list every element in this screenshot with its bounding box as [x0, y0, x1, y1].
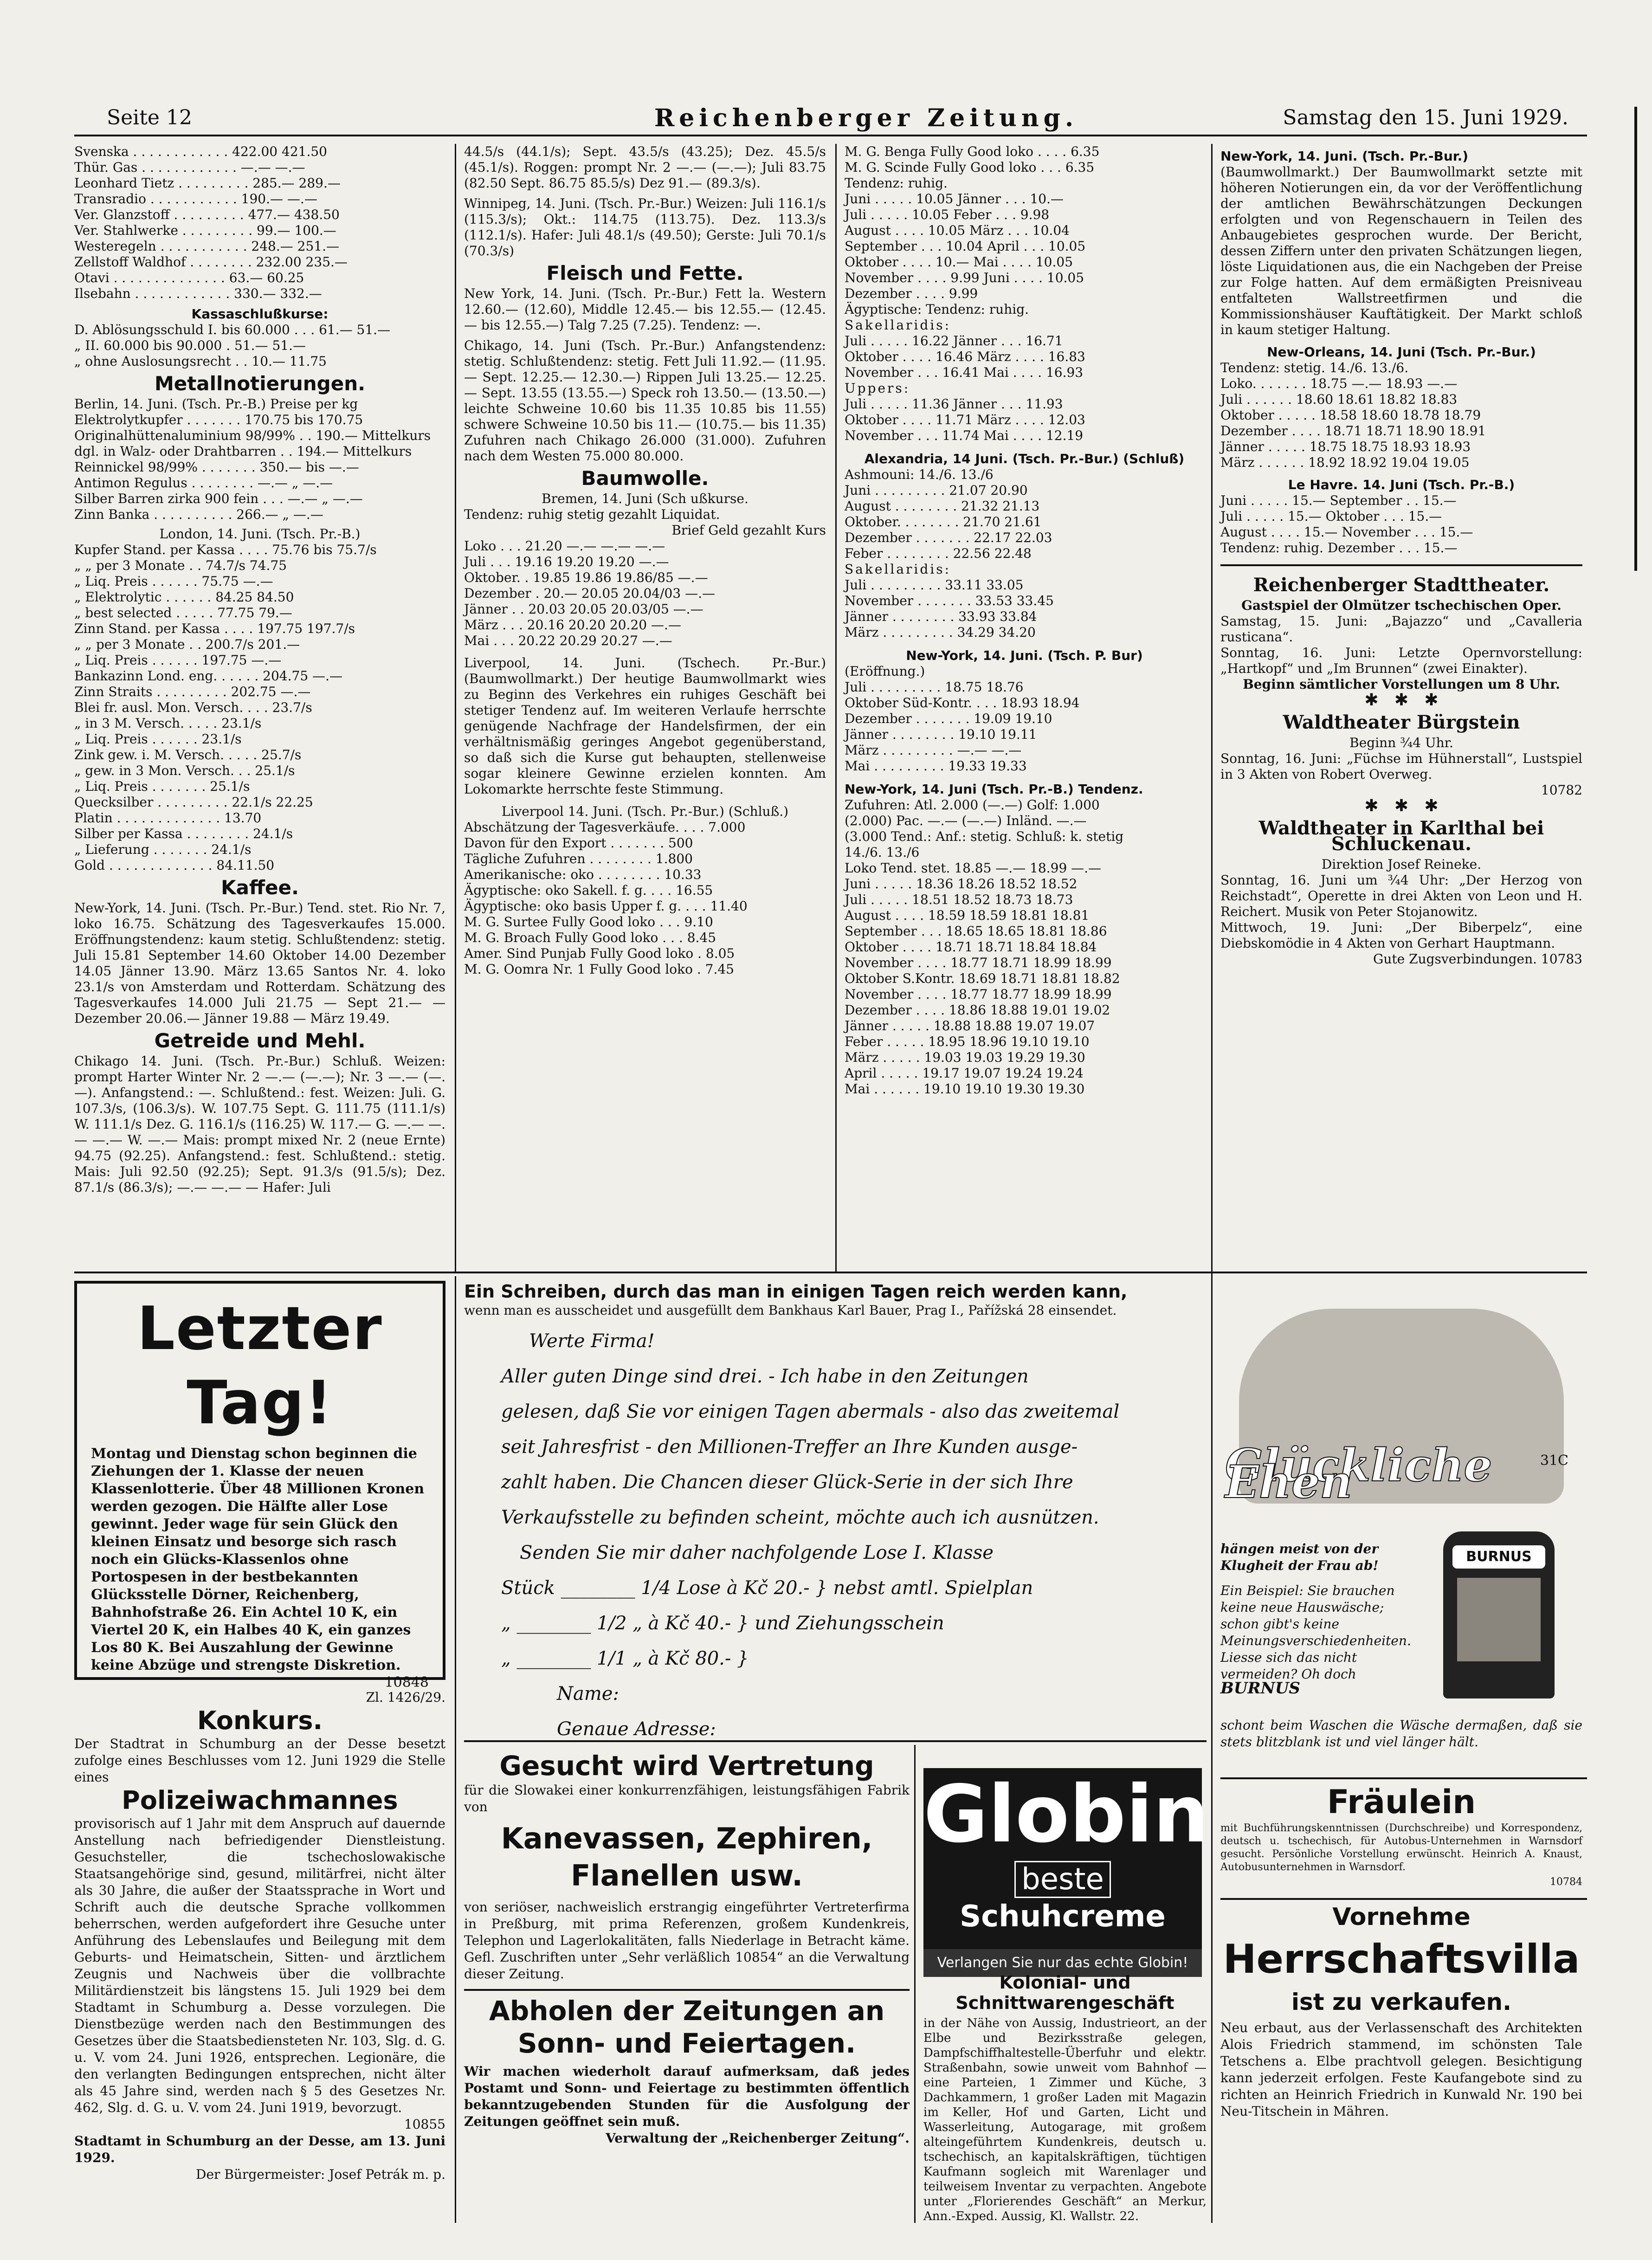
- newyork-close-row: Dezember . . . . 18.86 18.88 19.01 19.02: [845, 1002, 1110, 1018]
- letter-order-line: „ ________ 1/1 „ à Kč 80.- }: [501, 1648, 749, 1669]
- bremen-subheading: Tendenz: ruhig stetig gezahlt Liquidat.: [464, 507, 720, 522]
- new-orleans-subheading: Tendenz: stetig. 14./6. 13./6.: [1220, 360, 1409, 375]
- newyork-close-row: August . . . . 18.59 18.59 18.81 18.81: [845, 908, 1090, 923]
- lottery-title: Letzter Tag!: [137, 1294, 383, 1438]
- vertretung-ad: [464, 1750, 910, 2223]
- london-row: „ Liq. Preis . . . . . . . 25.1/s: [74, 779, 250, 794]
- hafer-roggen-report: 44.5/s (44.1/s); Sept. 43.5/s (43.25); Dez. 45.5/s (45.1/s). Roggen: prompt Nr. 2 —.— (—.—); Juli 83.75 (82.50 Sept. 86.75 85.5/s) Dez 91.— (89.3/s).: [464, 144, 826, 191]
- upper-heading: Uppers:: [845, 381, 910, 396]
- issue-date: Samstag den 15. Juni 1929.: [1283, 106, 1568, 129]
- london-row: Zink gew. i. M. Versch. . . . . 25.7/s: [74, 747, 302, 762]
- letter-order-line: Stück ________ 1/4 Lose à Kč 20.- } nebst amtl. Spielplan: [501, 1577, 1033, 1599]
- winnipeg-report: Winnipeg, 14. Juni. (Tsch. Pr.-Bur.) Weizen: Juli 116.1/s (115.3/s); Okt.: 114.75 (113.75). Dez. 113.3/s (112.1/s). Hafer: Juli 48.1/s (49.50); Gerste: Juli 70.1/s (70.3/s): [464, 196, 826, 258]
- liverpool-row: M. G. Broach Fully Good loko . . . 8.45: [464, 930, 716, 945]
- newyork-close-row: Jänner . . . . . 18.88 18.88 19.07 19.07: [845, 1018, 1095, 1033]
- section-divider: [1220, 1898, 1587, 1900]
- cotton-row: September . . . 10.04 April . . . 10.05: [845, 239, 1086, 254]
- theater-subtitle: Gastspiel der Olmützer tschechischen Oper.: [1241, 598, 1562, 613]
- new-orleans-row: Loko. . . . . . . 18.75 —.— 18.93 —.—: [1220, 376, 1458, 391]
- newspaper-title: Reichenberger Zeitung.: [654, 104, 1078, 132]
- villa-ad: [1220, 1903, 1582, 2228]
- burnus-text: schont beim Waschen die Wäsche dermaßen, daß sie stets blitzblank ist und viel länger hält.: [1220, 1718, 1582, 1750]
- waldtheater-line: Mittwoch, 19. Juni: „Der Biberpelz“, eine Diebskomödie in 4 Akten von Gerhart Hauptmann.: [1220, 920, 1582, 951]
- bremen-column-heads: Brief Geld gezahlt Kurs: [671, 523, 826, 538]
- london-row: „ „ per 3 Monate . . 74.7/s 74.75: [74, 558, 287, 573]
- letter-ad-title: Ein Schreiben, durch das man in einigen Tagen reich werden kann,: [464, 1281, 1128, 1302]
- london-row: Blei fr. ausl. Mon. Versch. . . . 23.7/s: [74, 700, 312, 715]
- letter-line: zahlt haben. Die Chancen dieser Glück-Serie in der sich Ihre: [501, 1472, 1073, 1493]
- ornament: ✱ ✱ ✱: [1364, 796, 1439, 815]
- newyork-close-row: Juli . . . . . 18.51 18.52 18.73 18.73: [845, 892, 1073, 907]
- waldtheater-line: Direktion Josef Reineke.: [1321, 857, 1482, 872]
- newyork-row: Oktober Süd-Kontr. . . . 18.93 18.94: [845, 695, 1080, 710]
- theater-ad: [1220, 564, 1582, 692]
- letter-name-field: Name:: [557, 1683, 619, 1705]
- column-4: [1220, 144, 1582, 1267]
- london-row: Zinn Straits . . . . . . . . . 202.75 —.—: [74, 684, 311, 699]
- column-2: [464, 144, 826, 1267]
- waldtheater-buergstein-ad: [1220, 711, 1582, 798]
- konkurs-notice: [74, 1689, 445, 2223]
- ny-cotton-report: (Baumwollmarkt.) Der Baumwollmarkt setzte mit höheren Notierungen ein, da vor der Veröffentlichung der amtlichen Bewährschätzungen Deckungen erfolgten und von Regenschauern in Teilen des Anbaugebietes gesprochen wurde. Der Bericht, dessen Ziffern unter den privaten Schätzungen liegen, löste Liquidationen aus, die ein Nachgeben der Preise zur Folge hatten. Auf dem ermäßigten Preisniveau entfalteten Wallstreetfirmen und die Kommissionshäuser Kauftätigkeit. Der Markt schloß in kaum stetiger Haltung.: [1220, 164, 1582, 337]
- handwritten-letter: [464, 1324, 1204, 1747]
- waldtheater-line: Sonntag, 16. Juni um ¾4 Uhr: „Der Herzog von Reichstadt“, Operette in drei Akten von Leon und H. Reichert. Musik von Peter Stojanowitz.: [1220, 872, 1582, 919]
- newyork-close-row: Oktober S.Kontr. 18.69 18.71 18.81 18.82: [845, 971, 1120, 986]
- ornament: ✱ ✱ ✱: [1364, 691, 1439, 710]
- section-divider: [464, 1740, 1207, 1742]
- ad-code: 10782: [1541, 782, 1582, 798]
- waldtheater-title: Waldtheater Bürgstein: [1283, 711, 1520, 733]
- london-row: Kupfer Stand. per Kassa . . . . 75.76 bis 75.7/s: [74, 542, 377, 557]
- letter-line: Verkaufsstelle zu befinden scheint, möchte auch ich ausnützen.: [501, 1507, 1099, 1528]
- abholen-signature: Verwaltung der „Reichenberger Zeitung“.: [606, 2131, 910, 2146]
- alexandria-row: Juni . . . . . . . . . 21.07 20.90: [845, 483, 1028, 498]
- london-metal-list: [74, 526, 445, 873]
- new-orleans-row: Oktober . . . . . 18.58 18.60 18.78 18.79: [1220, 407, 1481, 423]
- london-row: „ Liq. Preis . . . . . . 23.1/s: [74, 731, 242, 747]
- newyork-row: Dezember . . . . . . . 19.09 19.10: [845, 711, 1052, 726]
- fraulein-ad: [1220, 1782, 1582, 1898]
- column-divider: [455, 144, 456, 1272]
- fleisch-newyork-report: New York, 14. Juni. (Tsch. Pr.-Bur.) Fett la. Western 12.60.— (12.60), Middle 12.45.— bis 12.55.— (12.45.— bis 12.55.—) Talg 7.25 (7.25). Tendenz: —.: [464, 286, 826, 333]
- kolonial-ad: [923, 1972, 1207, 2223]
- theater-title: Reichenberger Stadttheater.: [1253, 574, 1550, 596]
- new-orleans-row: Jänner . . . . . 18.75 18.75 18.93 18.93: [1220, 439, 1471, 454]
- alexandria-subheading: Ashmouni: 14./6. 13./6: [845, 467, 994, 482]
- fleisch-chikago-report: Chikago, 14. Juni (Tsch. Pr.-Bur.) Anfangstendenz: stetig. Schlußtendenz: stetig. Fett Juli 11.92.— (11.95.— Sept. 12.25.— 12.30.—) Rippen Juli 13.25.— 12.25.— Sept. 13.55 (13.55.—) Speck roh 13.50.— (13.50.—) leichte Schweine 10.60 bis 11.35 10.85 bis 11.55) schwere Schweine 10.50 bis 11.— (10.75.— bis 11.35) Zufuhren nach Chikago 26.000 (31.000). Zufuhren nach dem Westen 75.000 80.000.: [464, 338, 826, 464]
- london-row: „ „ per 3 Monate . . 200.7/s 201.—: [74, 637, 300, 652]
- alexandria-row: November . . . . . . . 33.53 33.45: [845, 593, 1054, 608]
- cotton-row: November . . . . 9.99 Juni . . . . 10.05: [845, 270, 1084, 285]
- cotton-row: M. G. Benga Fully Good loko . . . . 6.35: [845, 144, 1100, 159]
- sakel-heading: Sakellaridis:: [845, 317, 951, 333]
- alexandria-row: August . . . . . . . . 21.32 21.13: [845, 498, 1040, 514]
- alexandria-row: Juli . . . . . . . . . 33.11 33.05: [845, 577, 1024, 593]
- section-heading-getreide: Getreide und Mehl.: [154, 1029, 366, 1052]
- kaffee-report: New-York, 14. Juni. (Tsch. Pr.-Bur.) Tend. stet. Rio Nr. 7, loko 16.75. Schätzung des Tagesverkaufes 15.000. Eröffnungstendenz: kaum stetig. Schlußtendenz: stetig. Juli 15.81 September 14.60 Oktober 14.00 Dezember 14.05 Jänner 13.90. März 13.65 Santos Nr. 4. loko 23.1/s von Amsterdam und Rotterdam. Schätzung des Tagesverkaufes 14.000 Juli 21.75 — Sept 21.— — Dezember 20.06.— Jänner 19.88 — März 19.49.: [74, 900, 445, 1026]
- newyork-row: Jänner . . . . . . . . 19.10 19.11: [845, 727, 1037, 742]
- ad-code: 10855: [404, 2117, 445, 2132]
- theater-line: Beginn sämtlicher Vorstellungen um 8 Uhr.: [1243, 677, 1560, 692]
- column-3: [845, 144, 1204, 1267]
- stock-row: Transradio . . . . . . . . . . . 190.— —.—: [74, 191, 317, 207]
- burnus-brand: BURNUS: [1220, 1679, 1300, 1698]
- theater-line: Samstag, 15. Juni: „Bajazzo“ und „Cavalleria rusticana“.: [1220, 613, 1582, 645]
- letter-line: Werte Firma!: [529, 1330, 655, 1352]
- bremen-heading: Bremen, 14. Juni (Sch ußkurse.: [542, 491, 749, 506]
- alexandria-row: Dezember . . . . . . . 22.17 22.03: [845, 530, 1052, 545]
- notice-place: Stadtamt in Schumburg an der Desse, am 13. Juni 1929.: [74, 2133, 445, 2165]
- havre-row: Tendenz: ruhig. Dezember . . . 15.—: [1220, 540, 1458, 555]
- cotton-row: Oktober . . . . 16.46 März . . . . 16.83: [845, 349, 1085, 364]
- liverpool-report: Liverpool, 14. Juni. (Tschech. Pr.-Bur.) (Baumwollmarkt.) Der heutige Baumwollmarkt wies zu Beginn des Verkehres ein ruhiges Geschäft bei stetiger Tendenz auf. Im weiteren Verlaufe herrschte genügende Nachfrage der Handelsfirmen, der ein verhältnismäßig geringes Angebot gegenüberstand, so daß sich die Kurse gut behaupten, stellenweise sogar kleinere Gewinne erzielen konnten. Am Lokomarkte herrschte feste Stimmung.: [464, 655, 826, 797]
- newyork-info: (2.000) Pac. —.— (—.—) Inländ. —.—: [845, 813, 1087, 828]
- newyork-row: Juli . . . . . . . . . 18.75 18.76: [845, 679, 1024, 695]
- fraulein-text: mit Buchführungskenntnissen (Durchschreibe) und Korrespondenz, deutsch u. tschechisch, für Autobus-Unternehmen in Warnsdorf gesucht. Persönliche Vorstellung erwünscht. Heinrich A. Knaust, Autobusunternehmen in Warnsdorf.: [1220, 1822, 1582, 1873]
- letter-order-line: „ ________ 1/2 „ à Kč 40.- } und Ziehungsschein: [501, 1613, 944, 1634]
- newyork-close-row: Oktober . . . . 18.71 18.71 18.84 18.84: [845, 939, 1097, 955]
- globin-tagline-best: beste: [1014, 1861, 1111, 1898]
- newyork-close-heading: New-York, 14. Juni (Tsch. Pr.-B.) Tendenz.: [845, 781, 1143, 797]
- metal-row: Antimon Regulus . . . . . . . . —.— „ —.—: [74, 475, 333, 491]
- metal-row: Berlin, 14. Juni. (Tsch. Pr.-B.) Preise per kg: [74, 396, 358, 412]
- page-number: Seite 12: [107, 106, 192, 129]
- cotton-row: Juli . . . . . 11.36 Jänner . . . 11.93: [845, 396, 1063, 412]
- section-divider: [74, 1272, 1587, 1273]
- page-edge-strip: [1634, 107, 1652, 571]
- abholen-text: Wir machen wiederholt darauf aufmerksam, daß jedes Postamt und Sonn- und Feiertage zu bestimmten öffentlich bekanntzugebenden Stunden für die Ausfolgung der Zeitungen geöffnet sein muß.: [464, 2064, 910, 2129]
- burnus-text: hängen meist von der Klugheit der Frau ab!: [1220, 1541, 1379, 1573]
- cotton-row: Oktober . . . . 11.71 März . . . . 12.03: [845, 412, 1085, 427]
- stock-row: Thür. Gas . . . . . . . . . . . . —.— —.—: [74, 160, 305, 175]
- liverpool-row: Ägyptische: oko Sakell. f. g. . . . 16.55: [464, 883, 713, 898]
- vertretung-products: Kanevassen, Zephiren, Flanellen usw.: [501, 1821, 873, 1892]
- section-heading-metal: Metallnotierungen.: [154, 372, 366, 395]
- letter-address-field: Genaue Adresse:: [557, 1718, 716, 1740]
- stock-list: [74, 144, 445, 302]
- newyork-close-row: Mai . . . . . . 19.10 19.10 19.30 19.30: [845, 1081, 1085, 1097]
- newyork-close-row: November . . . . 18.77 18.77 18.99 18.99: [845, 987, 1112, 1002]
- column-1: [74, 144, 445, 1267]
- newyork-close-row: Juni . . . . . 18.36 18.26 18.52 18.52: [845, 876, 1078, 891]
- cotton-row: Dezember . . . . 9.99: [845, 286, 978, 301]
- getreide-report: Chikago 14. Juni. (Tsch. Pr.-Bur.) Schluß. Weizen: prompt Harter Winter Nr. 2 —.— (—.—); Nr. 3 —.— (—.—). Anfangstend.: —. Schlußtend.: fest. Weizen: Juli. G. 107.3/s, (106.3/s). W. 107.75 Sept. G. 111.75 (111.1/s) W. 111.1/s Dez. G. 116.1/s (116.25) W. 117.— G. —.— —.— —.— W. —.— Mais: prompt mixed Nr. 2 (neue Ernte) 94.75 (92.25). Anfangstend.: fest. Schlußtend.: stetig. Mais: Juli 92.50 (92.25); Sept. 91.3/s (91.5/s); Dez. 87.1/s (86.3/s); —.— —.— — Hafer: Juli: [74, 1053, 445, 1195]
- theater-line: Sonntag, 16. Juni: Letzte Opernvorstellung: „Hartkopf“ und „Im Brunnen“ (zwei Einakter).: [1220, 645, 1582, 676]
- london-row: Bankazinn Lond. eng. . . . . . 204.75 —.—: [74, 668, 342, 684]
- liverpool-row: Amer. Sind Punjab Fully Good loko . 8.05: [464, 946, 735, 961]
- newyork-row: Mai . . . . . . . . . 19.33 19.33: [845, 758, 1027, 774]
- vertretung-subtitle: für die Slowakei einer konkurrenzfähigen, leistungsfähigen Fabrik von: [464, 1782, 910, 1814]
- ad-code: 10848: [384, 1674, 429, 1691]
- newyork-close-row: April . . . . . 19.17 19.07 19.24 19.24: [845, 1065, 1084, 1081]
- newyork-close-row: Loko Tend. stet. 18.85 —.— 18.99 —.—: [845, 860, 1102, 876]
- london-row: London, 14. Juni. (Tsch. Pr.-B.): [159, 526, 361, 542]
- bremen-row: Jänner . . 20.03 20.05 20.03/05 —.—: [464, 601, 703, 617]
- globin-tagline-product: Schuhcreme: [960, 1899, 1166, 1934]
- stock-row: Ilsebahn . . . . . . . . . . . . 330.— 332.—: [74, 286, 322, 301]
- section-heading-baumwolle: Baumwolle.: [581, 467, 709, 490]
- newyork-close-row: November . . . . 18.77 18.71 18.99 18.99: [845, 955, 1112, 970]
- letter-line: Aller guten Dinge sind drei. - Ich habe in den Zeitungen: [501, 1366, 1029, 1387]
- newyork-info: Zufuhren: Atl. 2.000 (—.—) Golf: 1.000: [845, 797, 1100, 813]
- liverpool-row: Davon für den Export . . . . . . . 500: [464, 835, 693, 851]
- bremen-row: Oktober. . 19.85 19.86 19.86/85 —.—: [464, 570, 708, 585]
- havre-row: Juli . . . . . 15.— Oktober . . . 15.—: [1220, 509, 1442, 524]
- waldtheater-title: Waldtheater in Karlthal bei Schluckenau.: [1258, 817, 1544, 855]
- havre-row: August . . . . 15.— November . . . 15.—: [1220, 524, 1473, 540]
- bremen-row: März . . . 20.16 20.20 20.20 —.—: [464, 617, 681, 633]
- letter-line: seit Jahresfrist - den Millionen-Treffer an Ihre Kunden ausge-: [501, 1436, 1078, 1458]
- stock-row: Otavi . . . . . . . . . . . . . . 63.— 60.25: [74, 270, 304, 285]
- alexandria-row: Jänner . . . . . . . . 33.93 33.84: [845, 609, 1037, 624]
- new-orleans-heading: New-Orleans, 14. Juni (Tsch. Pr.-Bur.): [1267, 344, 1536, 360]
- liverpool-row: Ägyptische: oko basis Upper f. g. . . . 11.40: [464, 898, 748, 914]
- kassa-row: D. Ablösungsschuld I. bis 60.000 . . . 61.— 51.—: [74, 322, 391, 337]
- bremen-row: Dezember . 20.— 20.05 20.04/03 —.—: [464, 586, 715, 601]
- burnus-headline: Glückliche Ehen: [1225, 1439, 1492, 1508]
- alexandria-heading: Alexandria, 14 Juni. (Tsch. Pr.-Bur.) (Schluß): [864, 451, 1185, 466]
- metal-row: Originalhüttenaluminium 98/99% . . 190.— Mittelkurs: [74, 428, 431, 443]
- kolonial-text: in der Nähe von Aussig, Industrieort, an der Elbe und Bezirksstraße gelegen, Dampfschiffhaltestelle-Überfuhr und elektr. Straßenbahn, sowie unweit vom Bahnhof — eine Parteien, 1 Zimmer und Küche, 3 Dachkammern, 1 großer Laden mit Magazin im Keller, Hof und Garten, Licht und Wasserleitung, Autogarage, mit großem alteingeführtem Kundenkreis, deutsch u. tschechisch, an kapitalskräftigen, tüchtigen Kaufmann sogleich mit Warenlager und teilweisem Inventar zu verpachten. Angebote unter „Florierendes Geschäft“ an Merkur, Ann.-Exped. Aussig, Kl. Wallstr. 22.: [923, 2016, 1207, 2223]
- london-row: „ Lieferung . . . . . . . 24.1/s: [74, 842, 252, 857]
- globin-ad: [923, 1768, 1209, 1971]
- burnus-can-figure: [1457, 1578, 1541, 1661]
- liverpool-row: Amerikanische: oko . . . . . . . . 10.33: [464, 867, 702, 882]
- cotton-row: M. G. Scinde Fully Good loko . . . 6.35: [845, 160, 1095, 175]
- tendency-note: Ägyptische: Tendenz: ruhig.: [845, 302, 1029, 317]
- waldtheater-line: Sonntag, 16. Juni: „Füchse im Hühnerstall“, Lustspiel in 3 Akten von Robert Overweg.: [1220, 751, 1582, 782]
- newyork-info: 14./6. 13./6: [845, 845, 920, 860]
- section-heading-fleisch: Fleisch und Fette.: [546, 262, 744, 284]
- abholen-notice: [464, 1989, 910, 2147]
- london-row: Zinn Stand. per Kassa . . . . 197.75 197.7/s: [74, 621, 355, 636]
- notice-text: provisorisch auf 1 Jahr mit dem Anspruch auf dauernde Anstellung nach befriedigender Dienstleistung. Gesuchsteller, die tschechoslowakische Staatsangehörige sind, gesund, militärfrei, nicht älter als 30 Jahre, die außer der Staatssprache in Wort und Schrift auch die deutsche Sprache vollkommen beherrschen, werden aufgefordert ihre Gesuche unter Anführung des Lebenslaufes und Beilegung mit dem Geburts- und Heimatschein, Sitten- und ärztlichem Zeugnis und Nachweis über die vollbrachte Militärdienstzeit bis längstens 15. Juli 1929 bei dem Stadtamt in Schumburg a. Desse vorzulegen. Die Dienstbezüge werden nach den Bestimmungen des Gesetzes über die Staatsbediensteten Nr. 103, Slg. d. G. u. V. vom 24. Juni 1926, entsprechen. Legionäre, die den verlangten Bedingungen entsprechen, nicht älter als 45 Jahre sind, werden nach § 5 des Gesetzes Nr. 462, Slg. d. G. u. V. vom 24. Juni 1919, bevorzugt.: [74, 1816, 445, 2115]
- newyork-row: März . . . . . . . . . —.— —.—: [845, 743, 1022, 758]
- column-divider: [914, 1745, 916, 2223]
- stock-row: Ver. Glanzstoff . . . . . . . . . 477.— 438.50: [74, 207, 340, 222]
- waldtheater-line: Beginn ¾4 Uhr.: [1349, 735, 1453, 750]
- new-orleans-row: März . . . . . . 18.92 18.92 19.04 19.05: [1220, 455, 1470, 470]
- bank-letter-ad: [464, 1281, 1204, 1740]
- page-header: [74, 97, 1587, 136]
- metal-row: dgl. in Walz- oder Drahtbarren . . 194.— Mittelkurs: [74, 444, 412, 459]
- burnus-number: 31C: [1540, 1453, 1568, 1469]
- metal-row: Silber Barren zirka 900 fein . . . —.— „ —.—: [74, 491, 363, 506]
- stock-row: Westeregeln . . . . . . . . . . . 248.— 251.—: [74, 239, 339, 254]
- stock-row: Ver. Stahlwerke . . . . . . . . . 99.— 100.—: [74, 223, 336, 238]
- kassa-heading: Kassaschlußkurse:: [191, 306, 329, 322]
- fraulein-title: Fräulein: [1327, 1783, 1476, 1821]
- london-row: „ gew. in 3 Mon. Versch. . . 25.1/s: [74, 763, 295, 778]
- burnus-can-image: [1443, 1531, 1555, 1698]
- london-row: „ in 3 M. Versch. . . . . 23.1/s: [74, 716, 262, 731]
- liverpool-row: Tägliche Zufuhren . . . . . . . . 1.800: [464, 851, 693, 866]
- burnus-can-label: BURNUS: [1452, 1545, 1545, 1569]
- london-row: „ Liq. Preis . . . . . . 197.75 —.—: [74, 652, 282, 668]
- letter-line: Senden Sie mir daher nachfolgende Lose I. Klasse: [520, 1542, 994, 1563]
- abholen-title: Abholen der Zeitungen an Sonn- und Feiertagen.: [489, 1995, 885, 2059]
- london-row: Silber per Kassa . . . . . . . . 24.1/s: [74, 826, 293, 841]
- cotton-row: November . . . 11.74 Mai . . . . 12.19: [845, 428, 1084, 443]
- waldtheater-karlthal-ad: [1220, 817, 1582, 967]
- kassa-row: „ ohne Auslosungsrecht . . 10.— 11.75: [74, 354, 327, 369]
- bremen-row: Juli . . . 19.16 19.20 19.20 —.—: [464, 554, 669, 569]
- kolonial-title: Kolonial- und Schnittwarengeschäft: [955, 1972, 1174, 2013]
- london-row: Platin . . . . . . . . . . . . . 13.70: [74, 810, 262, 826]
- tendency-note: Tendenz: ruhig.: [845, 175, 948, 191]
- metal-row: Elektrolytkupfer . . . . . . . 170.75 bis 170.75: [74, 412, 363, 427]
- havre-heading: Le Havre. 14. Juni (Tsch. Pr.-B.): [1288, 477, 1515, 492]
- waldtheater-line: Gute Zugsverbindungen. 10783: [1373, 951, 1582, 967]
- globin-slogan: Verlangen Sie nur das echte Globin!: [923, 1949, 1202, 1977]
- column-divider: [835, 144, 837, 1272]
- vertretung-text: von seriöser, nachweislich erstrangig eingeführter Vertreterfirma in Preßburg, mit prima Referenzen, großem Kundenkreis, Telephon und Lagerlokalitäten, falls Niederlage in Betracht käme. Gefl. Zuschriften unter „Sehr verläßlich 10854“ an die Verwaltung dieser Zeitung.: [464, 1899, 910, 1982]
- london-row: „ Liq. Preis . . . . . . 75.75 —.—: [74, 574, 273, 589]
- kassa-row: „ II. 60.000 bis 90.000 . 51.— 51.—: [74, 338, 306, 353]
- liverpool-close-heading: Liverpool 14. Juni. (Tsch. Pr.-Bur.) (Schluß.): [501, 804, 789, 819]
- metal-row: Reinnickel 98/99% . . . . . . . 350.— bis —.—: [74, 459, 359, 475]
- notice-position: Polizeiwachmannes: [122, 1786, 398, 1815]
- notice-intro: Der Stadtrat in Schumburg an der Desse besetzt zufolge eines Beschlusses vom 12. Juni 1929 die Stelle eines: [74, 1736, 445, 1785]
- stock-row: Leonhard Tietz . . . . . . . . . 285.— 289.—: [74, 175, 341, 191]
- alexandria-row: Feber . . . . . . . . 22.56 22.48: [845, 546, 1032, 561]
- bremen-row: Mai . . . 20.22 20.29 20.27 —.—: [464, 633, 672, 648]
- metal-row: Zinn Banka . . . . . . . . . . 266.— „ —.—: [74, 507, 323, 522]
- ad-code: 10784: [1550, 1876, 1582, 1888]
- letter-ad-subtitle: wenn man es ausscheidet und ausgefüllt dem Bankhaus Karl Bauer, Prag I., Pařížská 28 einsendet.: [464, 1303, 1117, 1318]
- new-orleans-row: Juli . . . . . . 18.60 18.61 18.82 18.83: [1220, 392, 1458, 407]
- alexandria-row: März . . . . . . . . . 34.29 34.20: [845, 625, 1036, 640]
- cotton-row: Juni . . . . . 10.05 Jänner . . . 10.—: [845, 191, 1064, 207]
- burnus-text: Ein Beispiel: Sie brauchen keine neue Hauswäsche; schon gibt's keine Meinungsverschiedenheiten. Liesse sich das nicht vermeiden? Oh doch: [1220, 1583, 1411, 1682]
- villa-subtitle: ist zu verkaufen.: [1291, 1989, 1512, 2015]
- villa-title: Herrschaftsvilla: [1223, 1936, 1580, 1982]
- column-divider: [1211, 144, 1213, 2223]
- newspaper-page: [74, 97, 1587, 2232]
- stock-row: Svenska . . . . . . . . . . . . 422.00 421.50: [74, 144, 327, 159]
- notice-reference: Zl. 1426/29.: [366, 1690, 445, 1705]
- notice-signature: Der Bürgermeister: Josef Petrák m. p.: [196, 2167, 445, 2182]
- ny-cotton-heading: New-York, 14. Juni. (Tsch. Pr.-Bur.): [1220, 149, 1469, 164]
- liverpool-row: M. G. Oomra Nr. 1 Fully Good loko . 7.45: [464, 962, 734, 977]
- sakel-heading: Sakellaridis:: [845, 562, 951, 577]
- london-row: „ Elektrolytic . . . . . . 84.25 84.50: [74, 589, 294, 605]
- london-row: Gold . . . . . . . . . . . . . 84.11.50: [74, 858, 275, 873]
- newyork-close-row: März . . . . . 19.03 19.03 19.29 19.30: [845, 1050, 1085, 1065]
- bremen-row: Loko . . . 21.20 —.— —.— —.—: [464, 538, 665, 554]
- london-row: „ best selected . . . . . 77.75 79.—: [74, 605, 292, 620]
- section-divider: [1220, 1777, 1587, 1779]
- letter-line: gelesen, daß Sie vor einigen Tagen abermals - also das zweitemal: [501, 1401, 1120, 1422]
- newyork-close-row: Feber . . . . . 18.95 18.96 19.10 19.10: [845, 1034, 1090, 1049]
- lottery-text: Montag und Dienstag schon beginnen die Ziehungen der 1. Klasse der neuen Klassenlotterie. Über 48 Millionen Kronen werden gezogen. Die Hälfte aller Lose gewinnt. Jeder wage für sein Glück den kleinen Einsatz und besorge sich rasch noch ein Glücks-Klassenlos ohne Portospesen in der bestbekannten Glücksstelle Dörner, Reichenberg, Bahnhofstraße 26. Ein Achtel 10 K, ein Viertel 20 K, ein Halbes 40 K, ein ganzes Los 80 K. Bei Auszahlung der Gewinne keine Abzüge und strengste Diskretion.: [91, 1446, 425, 1673]
- villa-text: Neu erbaut, aus der Verlassenschaft des Architekten Alois Friedrich stammend, im schönsten Tale Tetschens a. Elbe prachtvoll gelegen. Besichtigung kann jederzeit erfolgen. Feste Kaufangebote sind zu richten an Heinrich Friedrich in Kunwald Nr. 190 bei Neu-Titschein in Mähren.: [1220, 2020, 1582, 2119]
- globin-logo: Globin: [923, 1769, 1209, 1860]
- cotton-row: Juli . . . . . 16.22 Jänner . . . 16.71: [845, 333, 1063, 349]
- liverpool-row: M. G. Surtee Fully Good loko . . . 9.10: [464, 914, 713, 930]
- column-divider: [455, 1276, 456, 2223]
- newyork-close-row: September . . . 18.65 18.65 18.81 18.86: [845, 923, 1107, 939]
- villa-pretitle: Vornehme: [1332, 1903, 1471, 1931]
- cotton-row: August . . . . 10.05 März . . . 10.04: [845, 223, 1070, 238]
- liverpool-row: Abschätzung der Tagesverkäufe. . . . 7.000: [464, 820, 746, 835]
- newyork-open-subheading: (Eröffnung.): [845, 664, 925, 679]
- stock-row: Zellstoff Waldhof . . . . . . . . 232.00 235.—: [74, 254, 348, 270]
- london-row: Quecksilber . . . . . . . . . 22.1/s 22.25: [74, 794, 313, 810]
- cotton-row: November . . . 16.41 Mai . . . . 16.93: [845, 365, 1084, 380]
- havre-row: Juni . . . . . 15.— September . . 15.—: [1220, 493, 1457, 508]
- cotton-row: Oktober . . . . 10.— Mai . . . . 10.05: [845, 254, 1073, 270]
- lottery-ad: [74, 1281, 445, 1691]
- vertretung-title: Gesucht wird Vertretung: [499, 1750, 874, 1782]
- newyork-open-heading: New-York, 14. Juni. (Tsch. P. Bur): [906, 648, 1143, 663]
- section-heading-kaffee: Kaffee.: [221, 876, 299, 899]
- new-orleans-row: Dezember . . . . 18.71 18.71 18.90 18.91: [1220, 423, 1486, 439]
- burnus-ad: [1220, 1281, 1582, 1773]
- alexandria-row: Oktober. . . . . . . . 21.70 21.61: [845, 514, 1042, 529]
- notice-title: Konkurs.: [197, 1706, 323, 1735]
- cotton-row: Juli . . . . . 10.05 Feber . . . 9.98: [845, 207, 1050, 222]
- newyork-info: (3.000 Tend.: Anf.: stetig. Schluß: k. stetig: [845, 829, 1124, 844]
